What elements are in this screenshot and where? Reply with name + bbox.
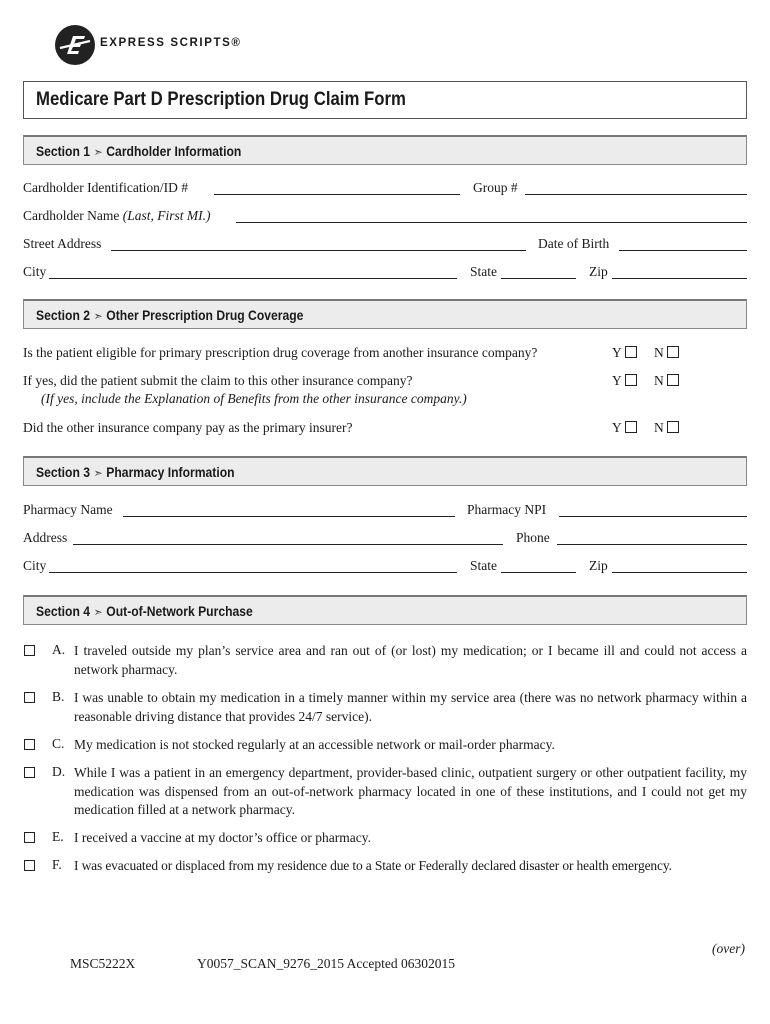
group-field[interactable] [525, 194, 747, 195]
yes-label: Y [612, 420, 622, 435]
date-of-birth-field[interactable] [619, 250, 747, 251]
pharmacy-state-field[interactable] [501, 572, 576, 573]
cardholder-id-label: Cardholder Identification/ID # [23, 180, 188, 195]
section-2-header [23, 299, 747, 329]
no-label: N [654, 420, 664, 435]
section-4-header [23, 595, 747, 625]
coverage-question-1: Is the patient eligible for primary prescription drug coverage from another insurance company? [23, 345, 538, 360]
q1-no-option[interactable] [654, 345, 679, 361]
q3-yes-checkbox[interactable] [625, 421, 637, 433]
q2-yes-checkbox[interactable] [625, 374, 637, 386]
q2-no-checkbox[interactable] [667, 374, 679, 386]
pharmacy-address-label: Address [23, 530, 68, 545]
section-1-header [23, 135, 747, 165]
option-e-letter: E. [52, 829, 64, 844]
q3-yes-option[interactable] [612, 420, 637, 436]
section-4-name: Out-of-Network Purchase [106, 604, 253, 619]
express-scripts-logo-icon [54, 24, 96, 66]
pharmacy-city-field[interactable] [49, 572, 457, 573]
pharmacy-address-field[interactable] [73, 544, 503, 545]
q1-yes-checkbox[interactable] [625, 346, 637, 358]
option-f-checkbox[interactable] [24, 860, 35, 871]
cardholder-id-field[interactable] [214, 194, 460, 195]
approval-code: Y0057_SCAN_9276_2015 Accepted 06302015 [197, 956, 455, 971]
pharmacy-zip-label: Zip [589, 558, 608, 573]
option-a-text: I traveled outside my plan’s service area and ran out of (or lost) my medication; or I became ill and could not access a network pharmacy. [74, 643, 747, 677]
pharmacy-name-label: Pharmacy Name [23, 502, 113, 517]
city-field[interactable] [49, 278, 457, 279]
arrow-icon: ➣ [93, 466, 103, 480]
yes-label: Y [612, 373, 622, 388]
section-3-label: Section 3 [36, 465, 91, 480]
pharmacy-state-label: State [470, 558, 497, 573]
option-f-letter: F. [52, 857, 62, 872]
over-note: (over) [712, 941, 745, 956]
option-c-checkbox[interactable] [24, 739, 35, 750]
yes-label: Y [612, 345, 622, 360]
zip-label: Zip [589, 264, 608, 279]
pharmacy-npi-label: Pharmacy NPI [467, 502, 547, 517]
section-4-label: Section 4 [36, 604, 91, 619]
section-3-header [23, 456, 747, 486]
option-d-letter: D. [52, 764, 66, 779]
option-e-text: I received a vaccine at my doctor’s office or pharmacy. [74, 830, 371, 845]
option-b-letter: B. [52, 689, 65, 704]
coverage-question-2: If yes, did the patient submit the claim to this other insurance company? [23, 373, 413, 388]
q1-yes-option[interactable] [612, 345, 637, 361]
section-2-name: Other Prescription Drug Coverage [106, 308, 304, 323]
express-scripts-logo-text: EXPRESS SCRIPTS® [100, 37, 242, 49]
zip-field[interactable] [612, 278, 747, 279]
pharmacy-phone-label: Phone [516, 530, 550, 545]
coverage-question-2-note: (If yes, include the Explanation of Benefits from the other insurance company.) [41, 391, 467, 406]
cardholder-name-label-row [23, 208, 210, 224]
option-c-text: My medication is not stocked regularly at an accessible network or mail-order pharmacy. [74, 737, 555, 752]
q2-no-option[interactable] [654, 373, 679, 389]
street-address-field[interactable] [111, 250, 526, 251]
cardholder-name-hint: (Last, First MI.) [122, 208, 211, 223]
form-code: MSC5222X [70, 956, 136, 971]
street-address-label: Street Address [23, 236, 102, 251]
cardholder-name-label: Cardholder Name [23, 208, 120, 223]
option-a-letter: A. [52, 642, 66, 657]
option-d-checkbox[interactable] [24, 767, 35, 778]
arrow-icon: ➣ [93, 309, 103, 323]
option-f-text: I was evacuated or displaced from my residence due to a State or Federally declared disaster or health emergency. [74, 858, 672, 873]
state-field[interactable] [501, 278, 576, 279]
coverage-question-3: Did the other insurance company pay as the primary insurer? [23, 420, 353, 435]
section-2-label: Section 2 [36, 308, 91, 323]
no-label: N [654, 345, 664, 360]
state-label: State [470, 264, 497, 279]
option-a-checkbox[interactable] [24, 645, 35, 656]
section-3-name: Pharmacy Information [106, 465, 235, 480]
option-e-checkbox[interactable] [24, 832, 35, 843]
form-title: Medicare Part D Prescription Drug Claim Form [36, 88, 406, 110]
no-label: N [654, 373, 664, 388]
arrow-icon: ➣ [93, 605, 103, 619]
option-d-text: While I was a patient in an emergency department, provider-based clinic, outpatient surgery or other outpatient facility, my medication was dispensed from an out-of-network pharmacy located in one of these institutions, and I could not get my medication filled at a network pharmacy. [74, 765, 747, 817]
date-of-birth-label: Date of Birth [538, 236, 610, 251]
option-c-letter: C. [52, 736, 65, 751]
pharmacy-zip-field[interactable] [612, 572, 747, 573]
arrow-icon: ➣ [93, 145, 103, 159]
q3-no-checkbox[interactable] [667, 421, 679, 433]
cardholder-name-field[interactable] [236, 222, 747, 223]
q3-no-option[interactable] [654, 420, 679, 436]
option-b-checkbox[interactable] [24, 692, 35, 703]
pharmacy-city-label: City [23, 558, 47, 573]
group-label: Group # [473, 180, 518, 195]
pharmacy-name-field[interactable] [123, 516, 455, 517]
city-label: City [23, 264, 47, 279]
option-b-text: I was unable to obtain my medication in a timely manner within my service area (there was no network pharmacy within a reasonable driving distance that provides 24/7 service). [74, 690, 747, 724]
pharmacy-npi-field[interactable] [559, 516, 747, 517]
form-title-box [23, 81, 747, 119]
q1-no-checkbox[interactable] [667, 346, 679, 358]
q2-yes-option[interactable] [612, 373, 637, 389]
section-1-name: Cardholder Information [106, 144, 242, 159]
section-1-label: Section 1 [36, 144, 91, 159]
pharmacy-phone-field[interactable] [557, 544, 747, 545]
